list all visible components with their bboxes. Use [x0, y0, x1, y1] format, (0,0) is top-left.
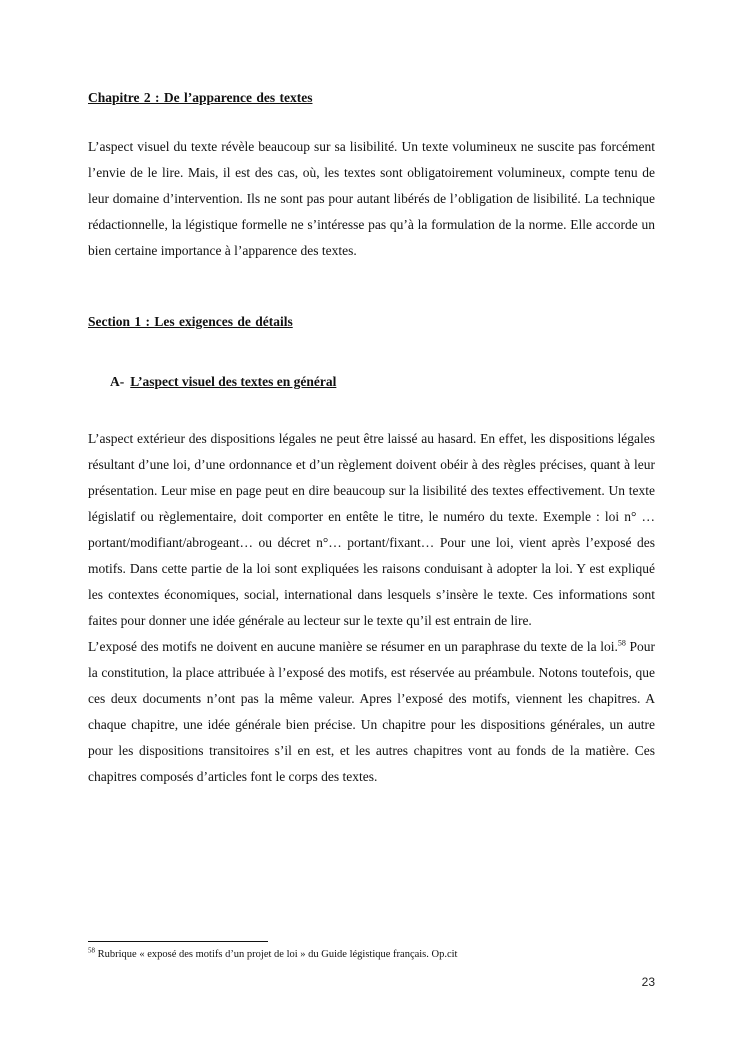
subsection-title: L’aspect visuel des textes en général [130, 374, 337, 389]
subsection-letter: A- [110, 374, 125, 389]
footnote-separator [88, 941, 268, 942]
body-paragraph-2-end: Pour la constitution, la place attribuée à l’exposé des motifs, est réservée au préambule. Notons toutefois, que ces deux documents n’ont pas la même valeur. Apres l’exposé des motifs, viennent les chapitres. A chaque chapitre, une idée générale bien précise. Un chapitre pour les dispositions générales, un autre pour les dispositions transitoires s’il en est, et les autres chapitres vont au fonds de la matière. Ces chapitres composés d’articles font le corps des textes. [88, 639, 655, 784]
chapter-title: Chapitre 2 : De l’apparence des textes [88, 90, 313, 105]
body-paragraph-2-start: L’exposé des motifs ne doivent en aucune manière se résumer en un paraphrase du texte de la loi. [88, 639, 618, 654]
page-body [88, 88, 655, 790]
footnote-text: Rubrique « exposé des motifs d’un projet de loi » du Guide légistique français. Op.cit [95, 949, 458, 960]
section-title: Section 1 : Les exigences de détails [88, 314, 293, 329]
page-number: 23 [641, 975, 655, 989]
footnote [88, 948, 688, 962]
body-paragraph-2 [88, 634, 655, 790]
body-paragraph-1: L’aspect extérieur des dispositions légales ne peut être laissé au hasard. En effet, les dispositions légales résultant d’une loi, d’une ordonnance et d’un règlement doivent obéir à des règles précises, quant à leur présentation. Leur mise en page peut en dire beaucoup sur la lisibilité des textes effectivement. Un texte législatif ou règlementaire, doit comporter en entête le titre, le numéro du texte. Exemple : loi n° … portant/modifiant/abrogeant… ou décret n°… portant/fixant… Pour une loi, vient après l’exposé des motifs. Dans cette partie de la loi sont expliquées les raisons conduisant à adopter la loi. Y est expliqué les contextes économiques, social, international dans lesquels s’insère le texte. Ces informations sont faites pour donner une idée générale au lecteur sur le texte qu’il est entrain de lire. [88, 431, 655, 628]
footnote-reference[interactable]: 58 [617, 638, 626, 648]
footnote-number: 58 [88, 946, 95, 955]
intro-paragraph: L’aspect visuel du texte révèle beaucoup sur sa lisibilité. Un texte volumineux ne suscite pas forcément l’envie de le lire. Mais, il est des cas, où, les textes sont obligatoirement volumineux, compte tenu de leur domaine d’intervention. Ils ne sont pas pour autant libérés de l’obligation de lisibilité. La technique rédactionnelle, la légistique formelle ne s’intéresse pas qu’à la formulation de la norme. Elle accorde un bien certaine importance à l’apparence des textes. [88, 139, 655, 258]
subsection-heading [110, 372, 655, 392]
